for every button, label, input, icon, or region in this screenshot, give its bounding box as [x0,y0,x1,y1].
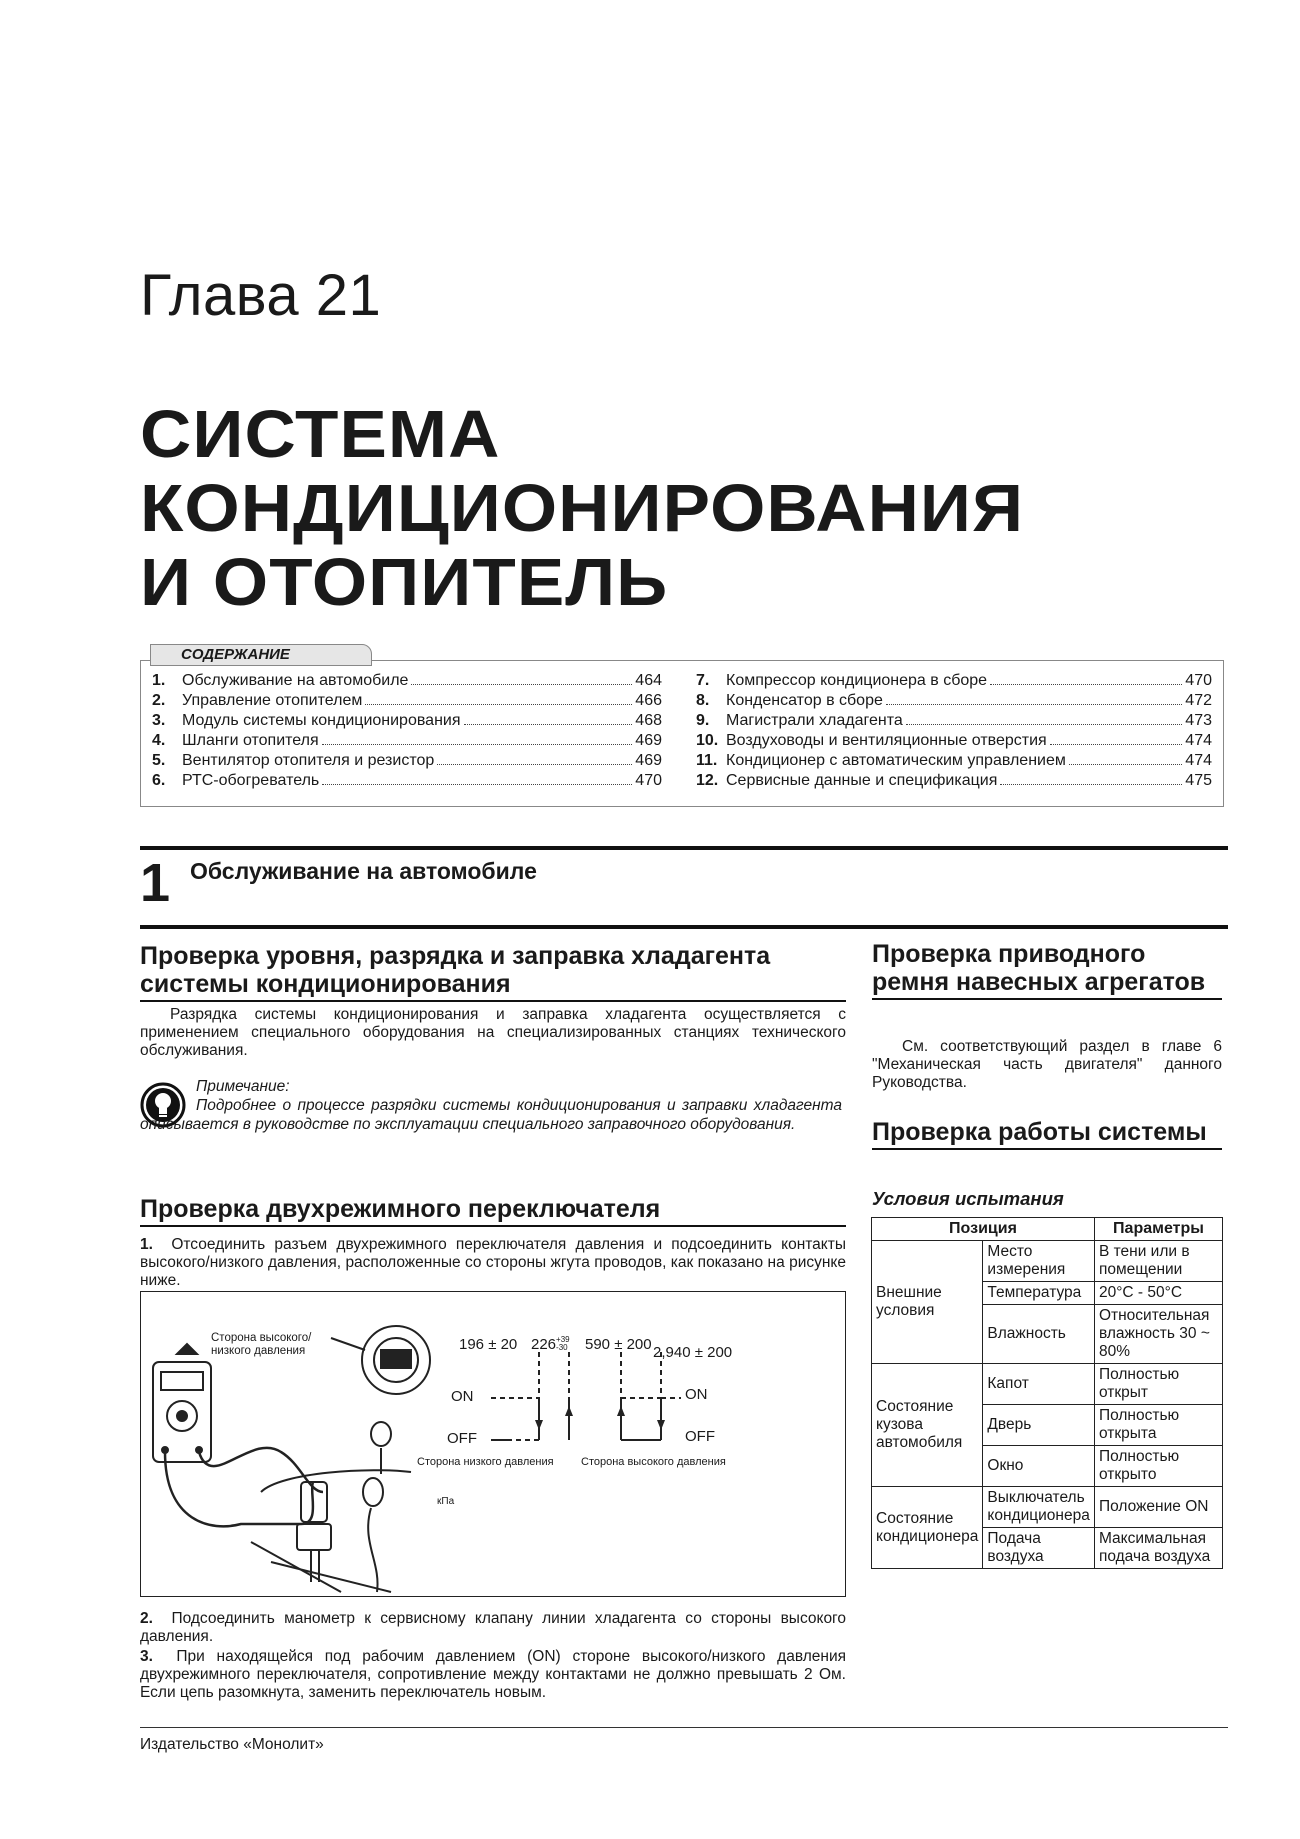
connector-plug-icon [363,1422,391,1592]
table-cell: Полностью открыта [1094,1405,1222,1446]
toc-item[interactable] [152,751,662,771]
section-title: Обслуживание на автомобиле [190,858,537,884]
value-high-on: 2,940 ± 200 [653,1344,733,1361]
toc-page: 466 [635,692,662,709]
footer-rule [140,1727,1228,1728]
toc-leader [365,703,632,705]
multimeter-icon [153,1344,211,1462]
toc-item-label: Компрессор кондиционера в сборе [726,672,988,689]
table-cell: Подача воздуха [983,1528,1095,1569]
toc-page: 475 [1185,772,1212,789]
toc-num: 9. [696,712,710,729]
table-row [872,1487,1223,1528]
paragraph-refrigerant: Разрядка системы кондиционирования и заправка хладагента осуществляется с применением специального оборудования на специализированных станциях технического обслуживания. [140,1006,846,1059]
side-label [211,1332,311,1358]
label-off-left: OFF [447,1430,477,1447]
toc-page: 469 [635,752,662,769]
value-low-off: 196 ± 20 [459,1336,518,1353]
value-main: 226 [531,1336,557,1353]
chapter-number: Глава 21 [140,263,382,328]
step-number: 2. [140,1610,153,1627]
high-side-label: Сторона высокого давления [581,1456,726,1468]
toc-page: 474 [1185,752,1212,769]
table-group: Состояние кузова автомобиля [872,1364,983,1487]
conditions-table [871,1217,1223,1569]
step-number: 3. [140,1648,153,1665]
table-cell: Капот [983,1364,1095,1405]
toc-num: 7. [696,672,710,689]
toc-leader [886,703,1182,705]
toc-item[interactable] [696,751,1212,771]
low-side-label: Сторона низкого давления [417,1456,554,1468]
toc-leader [906,723,1183,725]
toc-page: 473 [1185,712,1212,729]
toc-num: 10. [696,732,719,749]
step-2 [140,1610,846,1646]
toc-item-label: Вентилятор отопителя и резистор [182,752,435,769]
toc-page: 468 [635,712,662,729]
step-3 [140,1648,846,1702]
toc-item-label: Конденсатор в сборе [726,692,883,709]
tolerance-minus: -30 [556,1343,568,1352]
toc-page: 472 [1185,692,1212,709]
step-text: Подсоединить манометр к сервисному клапану линии хладагента со стороны высокого давления. [140,1610,846,1645]
section-top-rule [140,846,1228,850]
table-header: Параметры [1094,1218,1222,1241]
step-number: 1. [140,1236,153,1253]
pressure-switch-icon [251,1470,411,1592]
table-cell: Полностью открыто [1094,1446,1222,1487]
toc-item-label: Сервисные данные и спецификация [726,772,998,789]
table-group: Состояние кондиционера [872,1487,983,1569]
paragraph-belt: См. соответствующий раздел в главе 6 "Механическая часть двигателя" данного Руководства. [872,1038,1222,1091]
label-off-right: OFF [685,1428,715,1445]
table-cell: Относительная влажность 30 ~ 80% [1094,1305,1222,1364]
toc-label: СОДЕРЖАНИЕ [150,644,372,666]
toc-num: 2. [152,692,166,709]
side-label-line: низкого давления [211,1345,306,1357]
toc-item[interactable] [152,711,662,731]
toc-item[interactable] [152,691,662,711]
conditions-title: Условия испытания [872,1188,1064,1209]
table-cell: Окно [983,1446,1095,1487]
graph-arrows [535,1406,665,1430]
toc-item[interactable] [696,691,1212,711]
side-label-line: Сторона высокого/ [211,1332,312,1344]
toc-item-label: Воздуховоды и вентиляционные отверстия [726,732,1047,749]
toc-page: 470 [635,772,662,789]
chapter-title [140,398,1242,620]
toc-num: 6. [152,772,166,789]
switch-graph [491,1352,681,1440]
toc-item[interactable] [152,731,662,751]
toc-item[interactable] [696,711,1212,731]
toc-leader [322,783,632,785]
step-text: Отсоединить разъем двухрежимного переключателя давления и подсоединить контакты высокого/низкого давления, расположенные со стороны жгута проводов, как показано на рисунке ниже. [140,1236,846,1289]
heading-switch: Проверка двухрежимного переключателя [140,1195,846,1227]
toc-item[interactable] [696,731,1212,751]
toc-item-label: Магистрали хладагента [726,712,903,729]
toc-leader [464,723,633,725]
publisher-footer: Издательство «Монолит» [140,1736,324,1753]
toc-item[interactable] [152,671,662,691]
value-low-on [531,1336,570,1353]
step-text: При находящейся под рабочим давлением (ON) стороне высокого/низкого давления двухрежимного переключателя, сопротивление между контактами не должно превышать 2 Ом. Если цепь разомкнута, заменить переключатель новым. [140,1648,846,1701]
label-on-right: ON [685,1386,708,1403]
toc-page: 474 [1185,732,1212,749]
toc-item-label: Управление отопителем [182,692,363,709]
toc-item-label: Модуль системы кондиционирования [182,712,461,729]
toc-item-label: РТС-обогреватель [182,772,320,789]
table-cell: Дверь [983,1405,1095,1446]
toc-leader [1069,763,1182,765]
toc-item[interactable] [696,771,1212,791]
section-number: 1 [140,853,171,913]
chapter-title-line: СИСТЕМА [140,397,501,472]
toc-num: 8. [696,692,710,709]
toc-item-label: Шланги отопителя [182,732,319,749]
toc-num: 12. [696,772,719,789]
value-high-off: 590 ± 200 [585,1336,652,1353]
unit-label: кПа [437,1496,455,1507]
table-cell: Выключатель кондиционера [983,1487,1095,1528]
heading-system: Проверка работы системы [872,1118,1222,1150]
table-group: Внешние условия [872,1241,983,1364]
table-cell: Максимальная подача воздуха [1094,1528,1222,1569]
table-cell: Положение ON [1094,1487,1222,1528]
toc-item-label: Обслуживание на автомобиле [182,672,409,689]
toc-leader [322,743,633,745]
heading-refrigerant: Проверка уровня, разрядка и заправка хладагента системы кондиционирования [140,942,846,1002]
toc-page: 470 [1185,672,1212,689]
value-tolerance [556,1336,570,1352]
toc-page: 469 [635,732,662,749]
heading-belt: Проверка приводного ремня навесных агрегатов [872,940,1222,1000]
chapter-title-line: И ОТОПИТЕЛЬ [140,545,669,620]
toc-leader [411,683,632,685]
tolerance-plus: +39 [556,1335,570,1344]
table-cell: Полностью открыт [1094,1364,1222,1405]
table-row [872,1364,1223,1405]
toc-item[interactable] [152,771,662,791]
switch-diagram [140,1291,846,1597]
table-cell: 20°C - 50°C [1094,1282,1222,1305]
label-on-left: ON [451,1388,474,1405]
chapter-title-line: КОНДИЦИОНИРОВАНИЯ [140,471,1025,546]
table-cell: Влажность [983,1305,1095,1364]
toc-num: 1. [152,672,166,689]
table-row [872,1241,1223,1282]
toc-leader [990,683,1182,685]
toc-left-column [152,671,662,791]
toc-num: 3. [152,712,166,729]
toc-item-label: Кондиционер с автоматическим управлением [726,752,1066,769]
probe-wire [165,1452,313,1526]
toc-leader [437,763,632,765]
table-cell: Температура [983,1282,1095,1305]
table-cell: В тени или в помещении [1094,1241,1222,1282]
toc-leader [1050,743,1183,745]
table-cell: Место измерения [983,1241,1095,1282]
note-title: Примечание: [196,1078,290,1095]
note-body: Подробнее о процессе разрядки системы кондиционирования и заправки хладагента описывается в руководстве по эксплуатации специального заправочного оборудования. [140,1097,842,1133]
step-1 [140,1236,846,1290]
table-header-row [872,1218,1223,1241]
probe-wire [199,1448,323,1492]
connector-detail-icon [331,1326,430,1394]
toc-page: 464 [635,672,662,689]
toc-right-column [696,671,1212,791]
toc-item[interactable] [696,671,1212,691]
toc-leader [1000,783,1182,785]
table-header: Позиция [872,1218,1095,1241]
toc-num: 4. [152,732,166,749]
section-bottom-rule [140,925,1228,929]
toc-num: 11. [696,752,718,769]
toc-num: 5. [152,752,166,769]
